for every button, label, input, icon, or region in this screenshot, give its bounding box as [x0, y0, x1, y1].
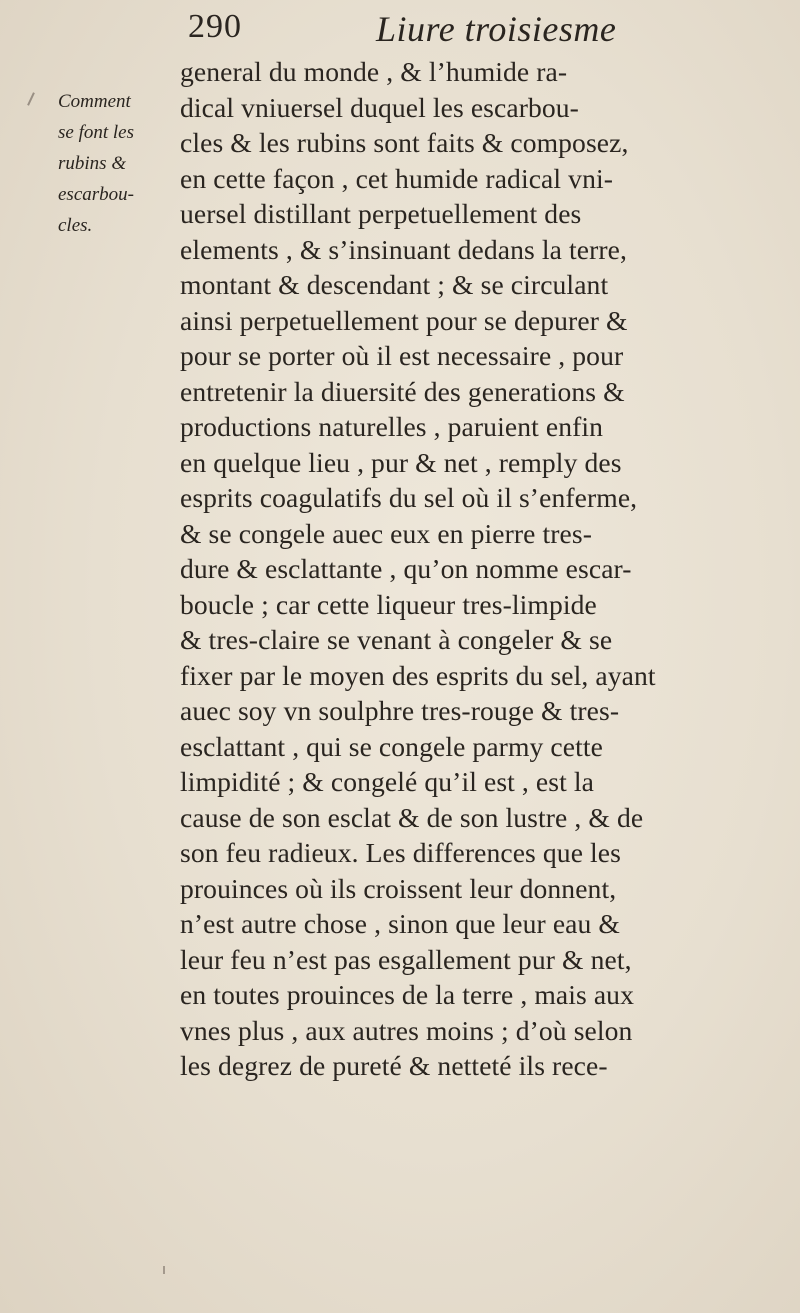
text-line: elements , & s’insinuant dedans la terre,	[180, 233, 628, 265]
margin-note-line: rubins &	[58, 153, 127, 174]
text-line: en cette façon , cet humide radical vni-	[180, 162, 614, 194]
text-line: fixer par le moyen des esprits du sel, ayant	[180, 659, 656, 691]
page-number: 290	[188, 8, 242, 45]
text-line: esprits coagulatifs du sel où il s’enferme,	[180, 482, 638, 513]
text-line: & tres-claire se venant à congeler & se	[180, 624, 613, 655]
margin-tick-mark	[27, 92, 35, 106]
text-line: & se congele auec eux en pierre tres-	[180, 517, 593, 549]
text-line: montant & descendant ; & se circulant	[180, 269, 609, 300]
text-line: pour se porter où il est necessaire , pour	[180, 340, 624, 371]
running-title: Liure troisiesme	[376, 9, 617, 49]
text-line: son feu radieux. Les differences que les	[180, 837, 621, 868]
text-line: boucle ; car cette liqueur tres-limpide	[180, 588, 597, 620]
text-line: productions naturelles , paruient enfin	[180, 411, 604, 442]
text-line: general du monde , & l’humide ra-	[180, 56, 568, 87]
margin-note	[58, 86, 180, 241]
text-line: leur feu n’est pas esgallement pur & net,	[180, 943, 632, 975]
margin-note-line: se font les	[58, 122, 134, 143]
text-line: cles & les rubins sont faits & composez,	[180, 127, 629, 158]
ink-mark	[163, 1266, 165, 1274]
text-line: limpidité ; & congelé qu’il est , est la	[180, 766, 594, 797]
text-line: n’est autre chose , sinon que leur eau &	[180, 908, 620, 939]
margin-note-line: cles.	[58, 215, 93, 236]
text-line: dure & esclattante , qu’on nomme escar-	[180, 553, 632, 584]
page-header	[0, 8, 800, 54]
text-line: esclattant , qui se congele parmy cette	[180, 730, 603, 762]
body-text	[180, 54, 780, 1084]
margin-note-line: escarbou-	[58, 184, 134, 205]
text-line: prouinces où ils croissent leur donnent,	[180, 872, 617, 904]
text-line: cause de son esclat & de son lustre , & de	[180, 801, 644, 833]
text-line: les degrez de pureté & netteté ils rece-	[180, 1050, 608, 1081]
text-line: auec soy vn soulphre tres-rouge & tres-	[180, 695, 620, 726]
margin-note-line: Comment	[58, 91, 131, 112]
text-line: ainsi perpetuellement pour se depurer &	[180, 304, 628, 336]
text-line: entretenir la diuersité des generations &	[180, 375, 625, 407]
text-line: en quelque lieu , pur & net , remply des	[180, 446, 622, 478]
text-line: vnes plus , aux autres moins ; d’où selon	[180, 1014, 633, 1046]
text-line: en toutes prouinces de la terre , mais aux	[180, 979, 634, 1010]
text-line: dical vniuersel duquel les escarbou-	[180, 91, 579, 123]
text-line: uersel distillant perpetuellement des	[180, 198, 582, 229]
